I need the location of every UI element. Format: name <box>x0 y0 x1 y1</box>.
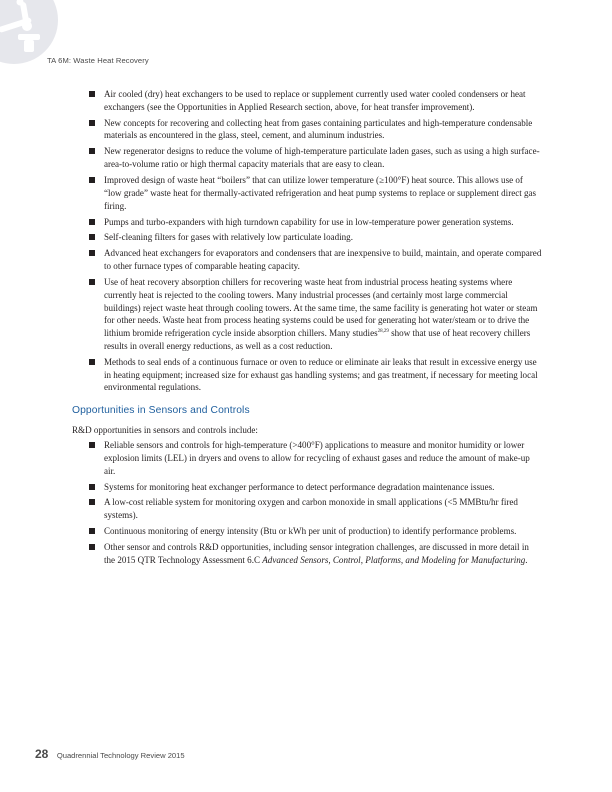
list-item: Systems for monitoring heat exchanger performance to detect performance degradation maintenance issues. <box>72 481 542 494</box>
square-bullet-icon <box>89 250 95 256</box>
square-bullet-icon <box>89 442 95 448</box>
sensors-controls-bullet-list <box>72 439 542 567</box>
square-bullet-icon <box>89 234 95 240</box>
waste-heat-bullet-list <box>72 88 542 394</box>
list-item: New concepts for recovering and collecting heat from gases containing particulates and high-temperature condensable materials as encountered in the glass, steel, cement, and aluminum industries. <box>72 117 542 143</box>
square-bullet-icon <box>89 359 95 365</box>
square-bullet-icon <box>89 544 95 550</box>
square-bullet-icon <box>89 219 95 225</box>
list-item: Air cooled (dry) heat exchangers to be used to replace or supplement currently used water cooled condensers or heat exchangers (see the Opportunities in Applied Research section, above, for heat transfer improvement). <box>72 88 542 114</box>
square-bullet-icon <box>89 148 95 154</box>
section-intro: R&D opportunities in sensors and controls include: <box>72 425 258 436</box>
list-item: Use of heat recovery absorption chillers for recovering waste heat from industrial process heating systems where currently heat is rejected to the cooling towers. Many industrial processes (and certainly most large commercial buildings) reject waste heat through cooling towers. At the same time, the same facility is generating hot water or steam for other needs. Waste heat from process heating systems could be used for generating hot water/steam or to drive the lithium bromide refrigeration cycle inside absorption chillers. Many studies$^{28,29}$ show that use of heat recovery chillers results in overall energy reductions, as well as a cost reduction. <box>72 276 542 353</box>
list-item: Improved design of waste heat “boilers” that can utilize lower temperature (≥100°F) heat source. This allows use of “low grade” waste heat for thermally-activated refrigeration and heat pump systems to replace or supplement direct gas firing. <box>72 174 542 212</box>
list-item: Pumps and turbo-expanders with high turndown capability for use in low-temperature power generation systems. <box>72 216 542 229</box>
square-bullet-icon <box>89 177 95 183</box>
square-bullet-icon <box>89 528 95 534</box>
page-number: 28 <box>35 747 49 761</box>
square-bullet-icon <box>89 484 95 490</box>
publication-title: Quadrennial Technology Review 2015 <box>56 751 185 760</box>
square-bullet-icon <box>89 279 95 285</box>
square-bullet-icon <box>89 499 95 505</box>
page-footer <box>35 745 185 763</box>
list-item: New regenerator designs to reduce the volume of high-temperature particulate laden gases, such as using a high surface-area-to-volume ratio or high thermal capacity materials that are easy to clean. <box>72 145 542 171</box>
square-bullet-icon <box>89 91 95 97</box>
square-bullet-icon <box>89 120 95 126</box>
list-item: Methods to seal ends of a continuous furnace or oven to reduce or eliminate air leaks that result in excessive energy use in heating equipment; increased size for exhaust gas handling systems; and gas treatment, if necessary for meeting local environmental regulations. <box>72 356 542 394</box>
list-item: Continuous monitoring of energy intensity (Btu or kWh per unit of production) to identify performance problems. <box>72 525 542 538</box>
section-heading: Opportunities in Sensors and Controls <box>72 405 250 417</box>
list-item: Advanced heat exchangers for evaporators and condensers that are inexpensive to build, maintain, and operate compared to other furnace types of comparable heating capacity. <box>72 247 542 273</box>
running-header: TA 6M: Waste Heat Recovery <box>47 56 149 65</box>
list-item: Self-cleaning filters for gases with relatively low particulate loading. <box>72 231 542 244</box>
page-content <box>72 88 542 570</box>
list-item: Reliable sensors and controls for high-temperature (>400°F) applications to measure and monitor humidity or lower explosion limits (LEL) in dryers and ovens to allow for recycling of exhaust gases and reduce the amount of make-up air. <box>72 439 542 477</box>
list-item: Other sensor and controls R&D opportunities, including sensor integration challenges, are discussed in more detail in the 2015 QTR Technology Assessment 6.C Advanced Sensors, Control, Platforms, and Modeling for Manufacturing. <box>72 541 542 567</box>
citation-superscript: 28,29 <box>377 329 389 335</box>
list-item: A low-cost reliable system for monitoring oxygen and carbon monoxide in small applications (<5 MMBtu/hr fired systems). <box>72 496 542 522</box>
report-title: Advanced Sensors, Control, Platforms, and Modeling for Manufacturing <box>262 554 526 565</box>
